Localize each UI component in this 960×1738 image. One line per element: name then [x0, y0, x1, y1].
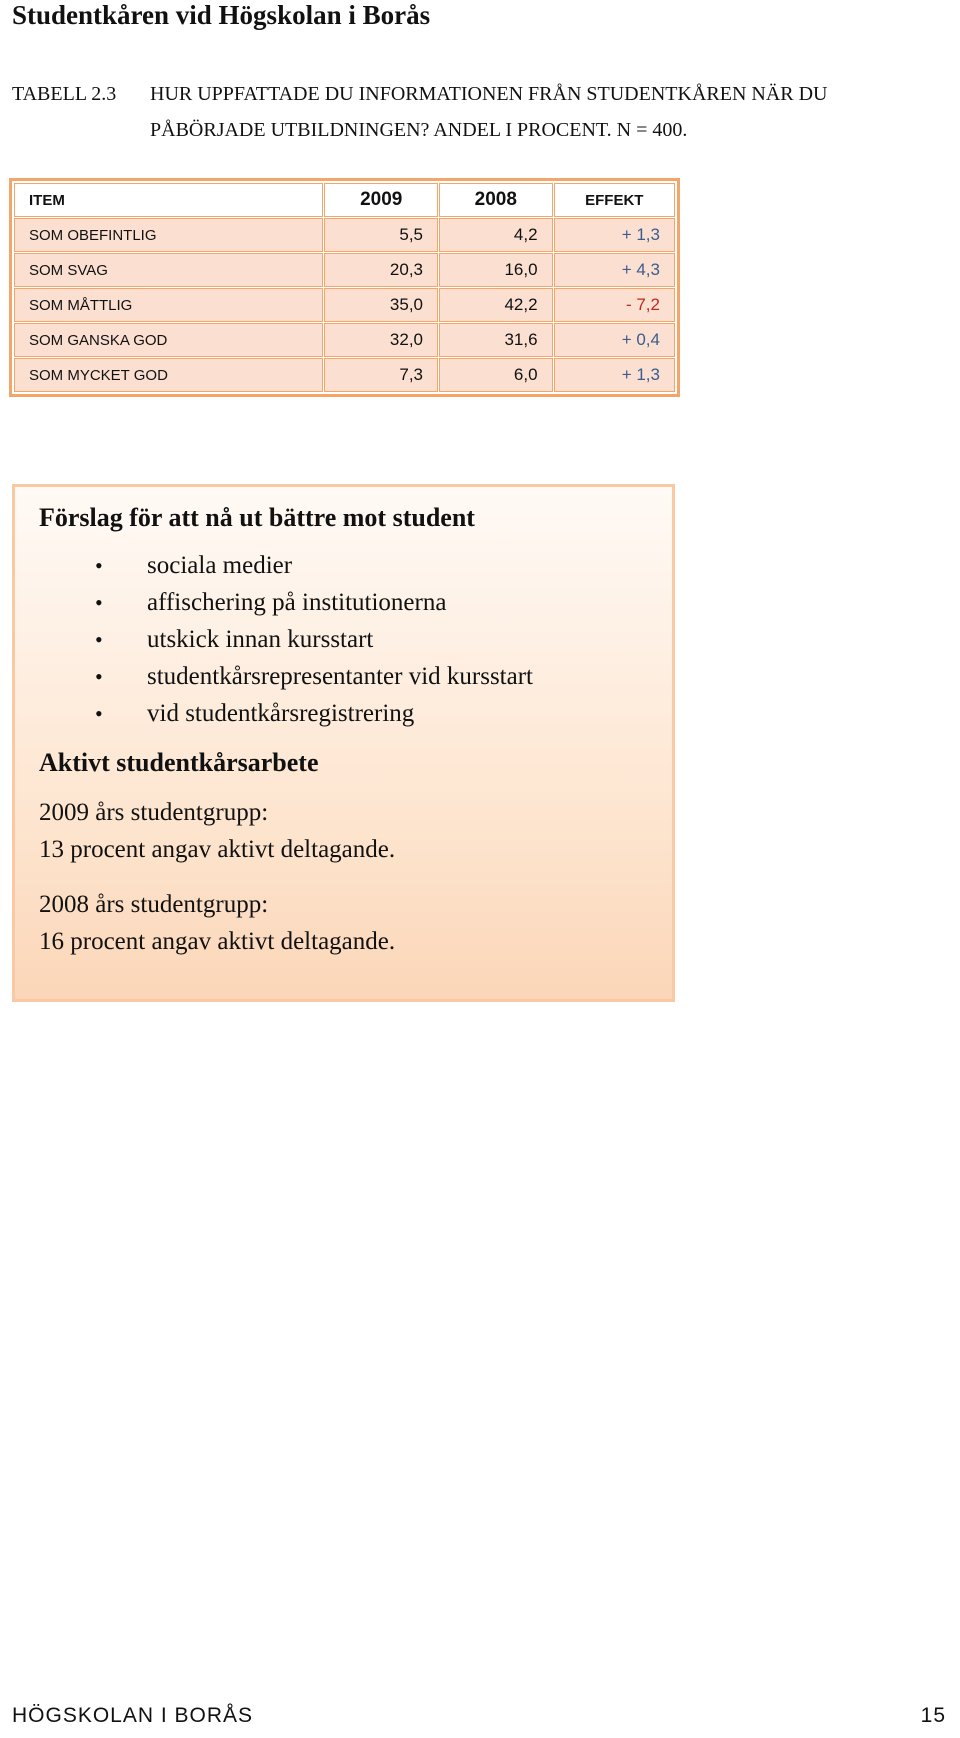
value-2008: 4,2	[440, 219, 552, 251]
footer-institution: HÖGSKOLAN I BORÅS	[12, 1704, 254, 1727]
caption-line-2: PÅBÖRJADE UTBILDNINGEN? ANDEL I PROCENT. N = 400.	[150, 119, 688, 141]
value-2009: 32,0	[325, 324, 437, 356]
group-2009-text: 13 procent angav aktivt deltagande.	[39, 836, 396, 863]
caption-line-1: HUR UPPFATTADE DU INFORMATIONEN FRÅN STUDENTKÅREN NÄR DU	[150, 83, 828, 105]
list-item	[39, 658, 672, 695]
list-item	[39, 621, 672, 658]
table-row	[15, 254, 674, 286]
header-2008: 2008	[440, 184, 552, 216]
row-label: SOM MYCKET GOD	[15, 359, 322, 391]
bullet-icon: •	[95, 664, 103, 689]
value-2008: 31,6	[440, 324, 552, 356]
info-box	[12, 484, 675, 1002]
table-number: TABELL 2.3	[12, 83, 117, 105]
bullet-icon: •	[95, 553, 103, 578]
value-2008: 42,2	[440, 289, 552, 321]
value-2008: 16,0	[440, 254, 552, 286]
row-label: SOM GANSKA GOD	[15, 324, 322, 356]
value-2009: 35,0	[325, 289, 437, 321]
suggestions-heading: Förslag för att nå ut bättre mot student	[39, 503, 475, 532]
table-row	[15, 289, 674, 321]
value-effekt: + 0,4	[555, 324, 674, 356]
results-table	[12, 181, 677, 394]
group-2009-label: 2009 års studentgrupp:	[39, 799, 269, 826]
value-effekt: + 4,3	[555, 254, 674, 286]
value-2008: 6,0	[440, 359, 552, 391]
list-item	[39, 547, 672, 584]
list-item-text: sociala medier	[147, 552, 293, 579]
table-row	[15, 219, 674, 251]
bullet-icon: •	[95, 627, 103, 652]
page-number: 15	[920, 1704, 946, 1727]
list-item-text: utskick innan kursstart	[147, 626, 374, 653]
row-label: SOM SVAG	[15, 254, 322, 286]
value-2009: 7,3	[325, 359, 437, 391]
list-item-text: affischering på institutionerna	[147, 589, 447, 616]
value-2009: 20,3	[325, 254, 437, 286]
group-2008-paragraph	[39, 886, 672, 960]
header-2009: 2009	[325, 184, 437, 216]
bullet-icon: •	[95, 590, 103, 615]
bullet-icon: •	[95, 701, 103, 726]
value-2009: 5,5	[325, 219, 437, 251]
table-caption	[12, 76, 932, 148]
list-item	[39, 695, 672, 732]
group-2008-text: 16 procent angav aktivt deltagande.	[39, 928, 396, 955]
active-work-heading: Aktivt studentkårsarbete	[39, 748, 319, 777]
page-header-title: Studentkåren vid Högskolan i Borås	[12, 0, 431, 30]
list-item-text: vid studentkårsregistrering	[147, 700, 415, 727]
row-label: SOM MÅTTLIG	[15, 289, 322, 321]
value-effekt: + 1,3	[555, 359, 674, 391]
group-2008-label: 2008 års studentgrupp:	[39, 891, 269, 918]
value-effekt: - 7,2	[555, 289, 674, 321]
page-footer	[12, 1704, 948, 1728]
list-item-text: studentkårsrepresentanter vid kursstart	[147, 663, 533, 690]
suggestions-list	[39, 547, 672, 732]
table-row	[15, 359, 674, 391]
value-effekt: + 1,3	[555, 219, 674, 251]
group-2009-paragraph	[39, 794, 672, 868]
header-effekt: EFFEKT	[555, 184, 674, 216]
header-item: ITEM	[15, 184, 322, 216]
row-label: SOM OBEFINTLIG	[15, 219, 322, 251]
table-header-row	[15, 184, 674, 216]
table-row	[15, 324, 674, 356]
list-item	[39, 584, 672, 621]
